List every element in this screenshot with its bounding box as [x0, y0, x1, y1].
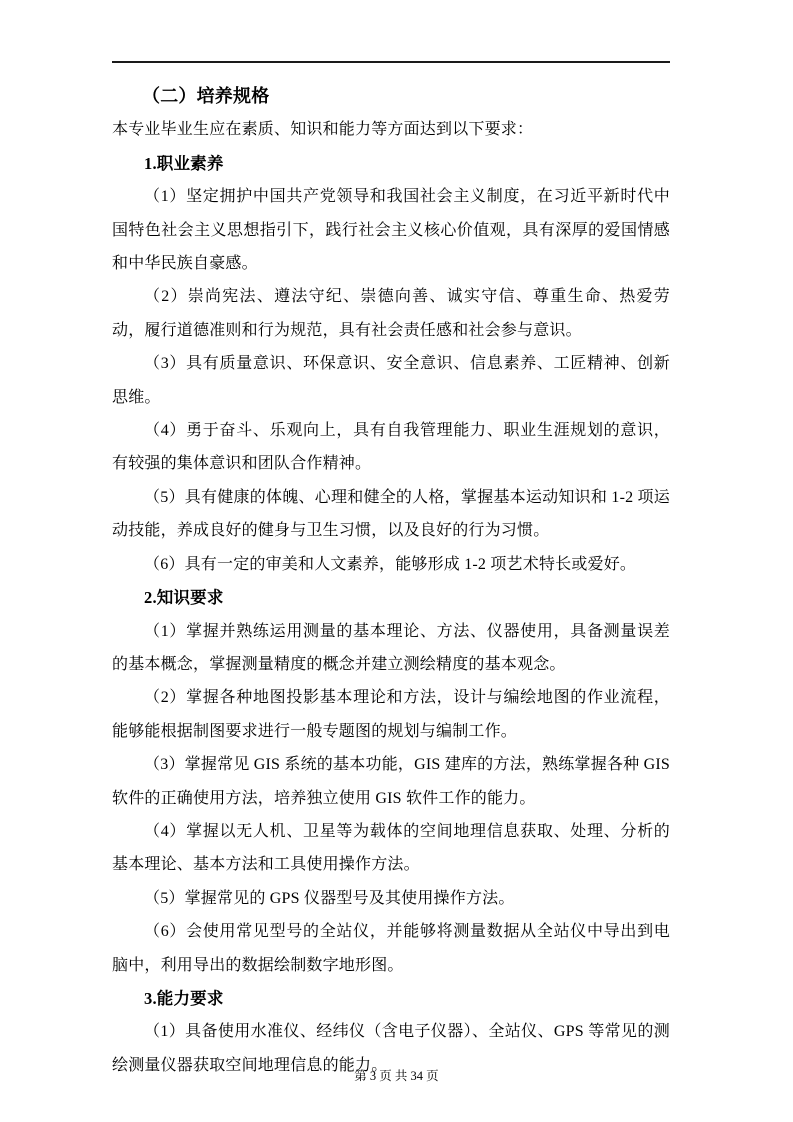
header-rule: [112, 61, 670, 63]
paragraph: （6）会使用常见型号的全站仪，并能够将测量数据从全站仪中导出到电脑中，利用导出的数据绘制数字地形图。: [112, 923, 670, 974]
paragraph: （4）勇于奋斗、乐观向上，具有自我管理能力、职业生涯规划的意识，有较强的集体意识和团队合作精神。: [112, 422, 670, 473]
paragraph: （6）具有一定的审美和人文素养，能够形成 1-2 项艺术特长或爱好。: [144, 555, 637, 573]
subsection-heading-occupational-quality: 1.职业素养: [144, 153, 224, 173]
section-heading: （二）培养规格: [142, 86, 270, 106]
paragraph: （1）掌握并熟练运用测量的基本理论、方法、仪器使用，具备测量误差的基本概念，掌握测量精度的概念并建立测绘精度的基本观念。: [112, 622, 670, 673]
subsection-heading-ability-requirements: 3.能力要求: [144, 988, 224, 1008]
paragraph: （3）具有质量意识、环保意识、安全意识、信息素养、工匠精神、创新思维。: [112, 355, 670, 406]
paragraph: （1）坚定拥护中国共产党领导和我国社会主义制度，在习近平新时代中国特色社会主义思想指引下，践行社会主义核心价值观，具有深厚的爱国情感和中华民族自豪感。: [112, 188, 670, 273]
page-number: 第 3 页 共 34 页: [354, 1069, 439, 1083]
paragraph: （2）崇尚宪法、遵法守纪、崇德向善、诚实守信、尊重生命、热爱劳动，履行道德准则和行为规范，具有社会责任感和社会参与意识。: [112, 288, 670, 339]
paragraph: （1）具备使用水准仪、经纬仪（含电子仪器）、全站仪、GPS 等常见的测绘测量仪器获取空间地理信息的能力。: [112, 1023, 670, 1074]
intro-paragraph: 本专业毕业生应在素质、知识和能力等方面达到以下要求：: [112, 121, 534, 139]
subsection-heading-knowledge-requirements: 2.知识要求: [144, 588, 224, 608]
paragraph: （5）掌握常见的 GPS 仪器型号及其使用操作方法。: [144, 889, 515, 907]
paragraph: （2）掌握各种地图投影基本理论和方法，设计与编绘地图的作业流程，能够能根据制图要求进行一般专题图的规划与编制工作。: [112, 689, 670, 740]
paragraph: （4）掌握以无人机、卫星等为载体的空间地理信息获取、处理、分析的基本理论、基本方法和工具使用操作方法。: [112, 822, 670, 874]
paragraph: （5）具有健康的体魄、心理和健全的人格，掌握基本运动知识和 1-2 项运动技能，养成良好的健身与卫生习惯，以及良好的行为习惯。: [112, 488, 670, 540]
document-content: [112, 80, 670, 1082]
paragraph: （3）掌握常见 GIS 系统的基本功能，GIS 建库的方法，熟练掌握各种 GIS 软件的正确使用方法，培养独立使用 GIS 软件工作的能力。: [112, 756, 670, 807]
